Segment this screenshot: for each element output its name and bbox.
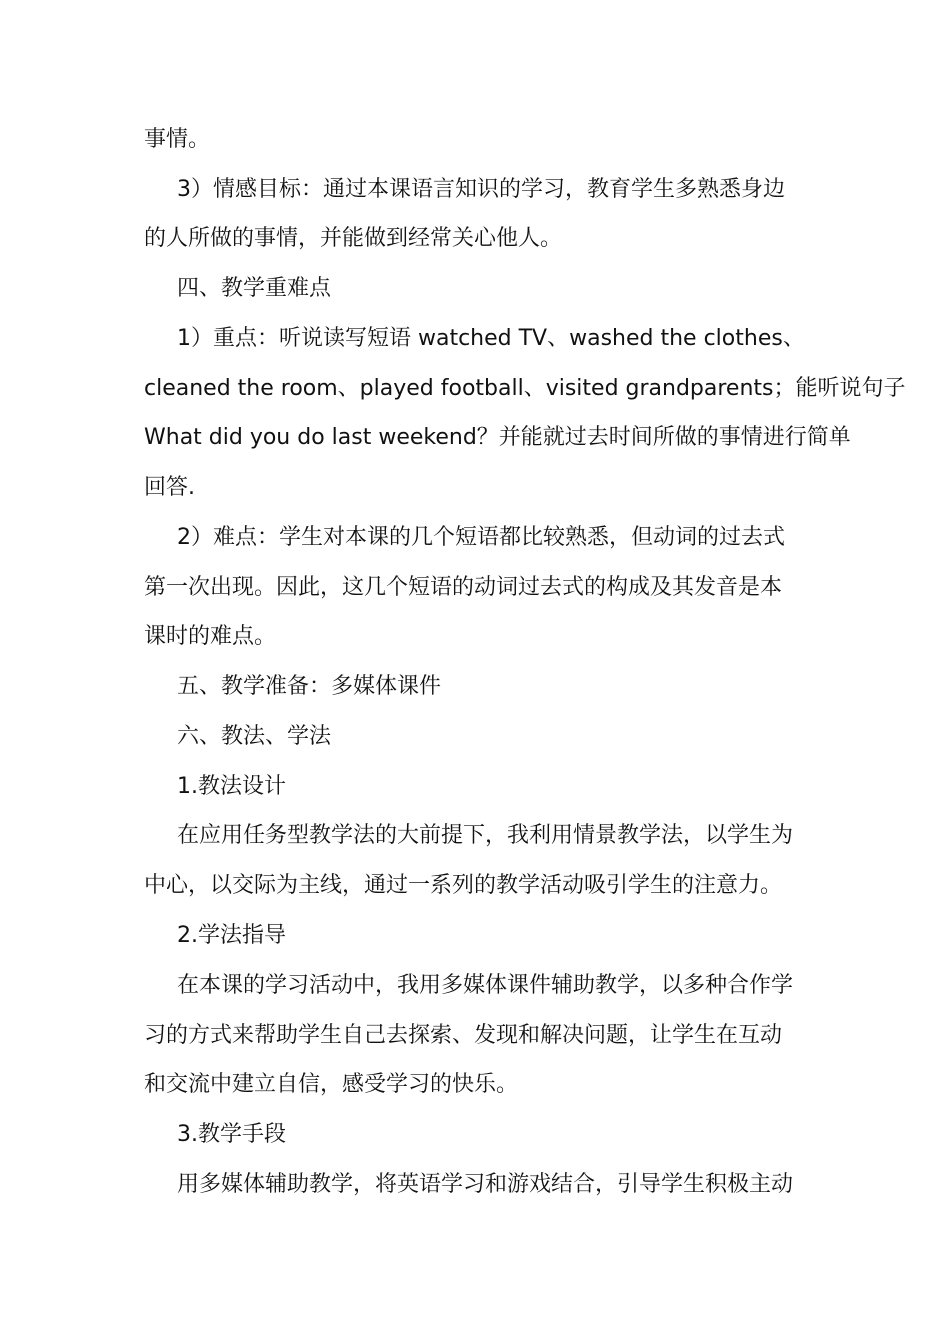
text-line: 课时的难点。 [144,624,277,649]
text-line: 1）重点：听说读写短语 watched TV、washed the clothes、 [177,326,805,351]
text-line: 和交流中建立自信，感受学习的快乐。 [144,1072,519,1097]
section-heading: 六、教法、学法 [177,724,332,749]
text-line: 在本课的学习活动中，我用多媒体课件辅助教学，以多种合作学 [177,973,794,998]
text-line: 在应用任务型教学法的大前提下，我利用情景教学法，以学生为 [177,823,794,848]
subsection-heading: 2.学法指导 [177,923,286,948]
text-line: 中心，以交际为主线，通过一系列的教学活动吸引学生的注意力。 [144,873,783,898]
text-line: 2）难点：学生对本课的几个短语都比较熟悉，但动词的过去式 [177,525,785,550]
text-line: 第一次出现。因此，这几个短语的动词过去式的构成及其发音是本 [144,575,783,600]
text-line: 回答. [144,475,195,500]
section-heading: 四、教学重难点 [177,276,332,301]
section-heading: 五、教学准备：多媒体课件 [177,674,442,699]
subsection-heading: 3.教学手段 [177,1122,286,1147]
subsection-heading: 1.教法设计 [177,774,286,799]
text-line: cleaned the room、played football、visited grandparents；能听说句子 [144,376,906,401]
text-line: 用多媒体辅助教学，将英语学习和游戏结合，引导学生积极主动 [177,1172,794,1197]
text-line: 3）情感目标：通过本课语言知识的学习，教育学生多熟悉身边 [177,177,785,202]
text-line: What did you do last weekend？并能就过去时间所做的事情进行简单 [144,425,851,450]
text-line: 的人所做的事情，并能做到经常关心他人。 [144,226,563,251]
text-line: 事情。 [144,127,211,152]
text-line: 习的方式来帮助学生自己去探索、发现和解决问题，让学生在互动 [144,1023,783,1048]
